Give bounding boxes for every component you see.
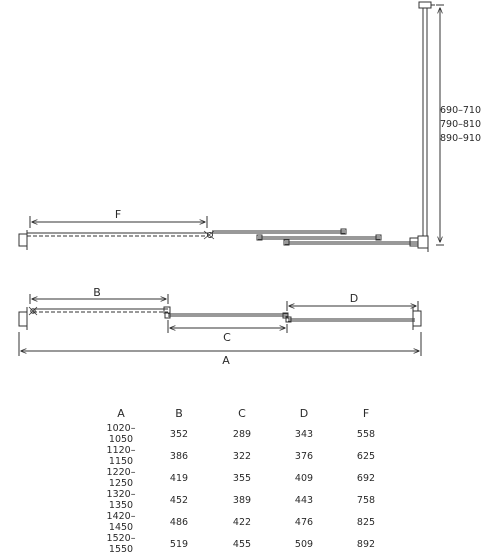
- table-row: [95, 445, 397, 467]
- cell-d: 509: [294, 538, 314, 550]
- cell-d: 443: [294, 494, 314, 506]
- cell-a: 1420–1450: [106, 511, 136, 533]
- side-depth-2: 790–810: [440, 119, 482, 130]
- cell-f: 625: [356, 450, 376, 462]
- header-d: D: [299, 407, 309, 420]
- label-c: C: [223, 331, 231, 344]
- cell-f: 692: [356, 472, 376, 484]
- header-c: C: [238, 407, 246, 420]
- table-row: [95, 511, 397, 533]
- cell-f: 758: [356, 494, 376, 506]
- table-row: [95, 423, 397, 445]
- cell-a: 1520–1550: [106, 533, 136, 555]
- front-view: [19, 294, 421, 356]
- cell-f: 825: [356, 516, 376, 528]
- fixed-panel: [27, 231, 214, 239]
- cell-f: 892: [356, 538, 376, 550]
- cell-d: 409: [294, 472, 314, 484]
- cell-c: 422: [232, 516, 252, 528]
- cell-c: 289: [232, 428, 252, 440]
- front-left-wall-profile: [19, 307, 37, 330]
- cell-b: 419: [169, 472, 189, 484]
- side-depth-1: 690–710: [440, 105, 482, 116]
- header-b: B: [175, 407, 183, 420]
- cell-a: 1120–1150: [106, 445, 136, 467]
- cell-b: 519: [169, 538, 189, 550]
- cell-f: 558: [356, 428, 376, 440]
- table-header-row: [95, 404, 397, 423]
- label-b: B: [93, 286, 101, 299]
- cell-c: 322: [232, 450, 252, 462]
- table-row: [95, 533, 397, 555]
- dimensions-table: [95, 404, 397, 555]
- cell-a: 1220–1250: [106, 467, 136, 489]
- table-row: [95, 489, 397, 511]
- top-view: [19, 2, 444, 252]
- cell-b: 452: [169, 494, 189, 506]
- label-f: F: [114, 208, 122, 221]
- cell-d: 376: [294, 450, 314, 462]
- side-depth-3: 890–910: [440, 133, 482, 144]
- header-f: F: [362, 407, 370, 420]
- left-wall-profile: [19, 230, 27, 250]
- cell-c: 355: [232, 472, 252, 484]
- cell-b: 386: [169, 450, 189, 462]
- sliding-doors: [212, 229, 418, 246]
- side-panel: [418, 2, 435, 252]
- label-a: A: [222, 354, 230, 367]
- dimension-a: [19, 332, 421, 356]
- cell-b: 486: [169, 516, 189, 528]
- cell-d: 343: [294, 428, 314, 440]
- label-d: D: [349, 292, 359, 305]
- cell-d: 476: [294, 516, 314, 528]
- header-a: A: [117, 407, 125, 420]
- cell-a: 1020–1050: [106, 423, 136, 445]
- table-row: [95, 467, 397, 489]
- cell-c: 455: [232, 538, 252, 550]
- cell-a: 1320–1350: [106, 489, 136, 511]
- cell-c: 389: [232, 494, 252, 506]
- cell-b: 352: [169, 428, 189, 440]
